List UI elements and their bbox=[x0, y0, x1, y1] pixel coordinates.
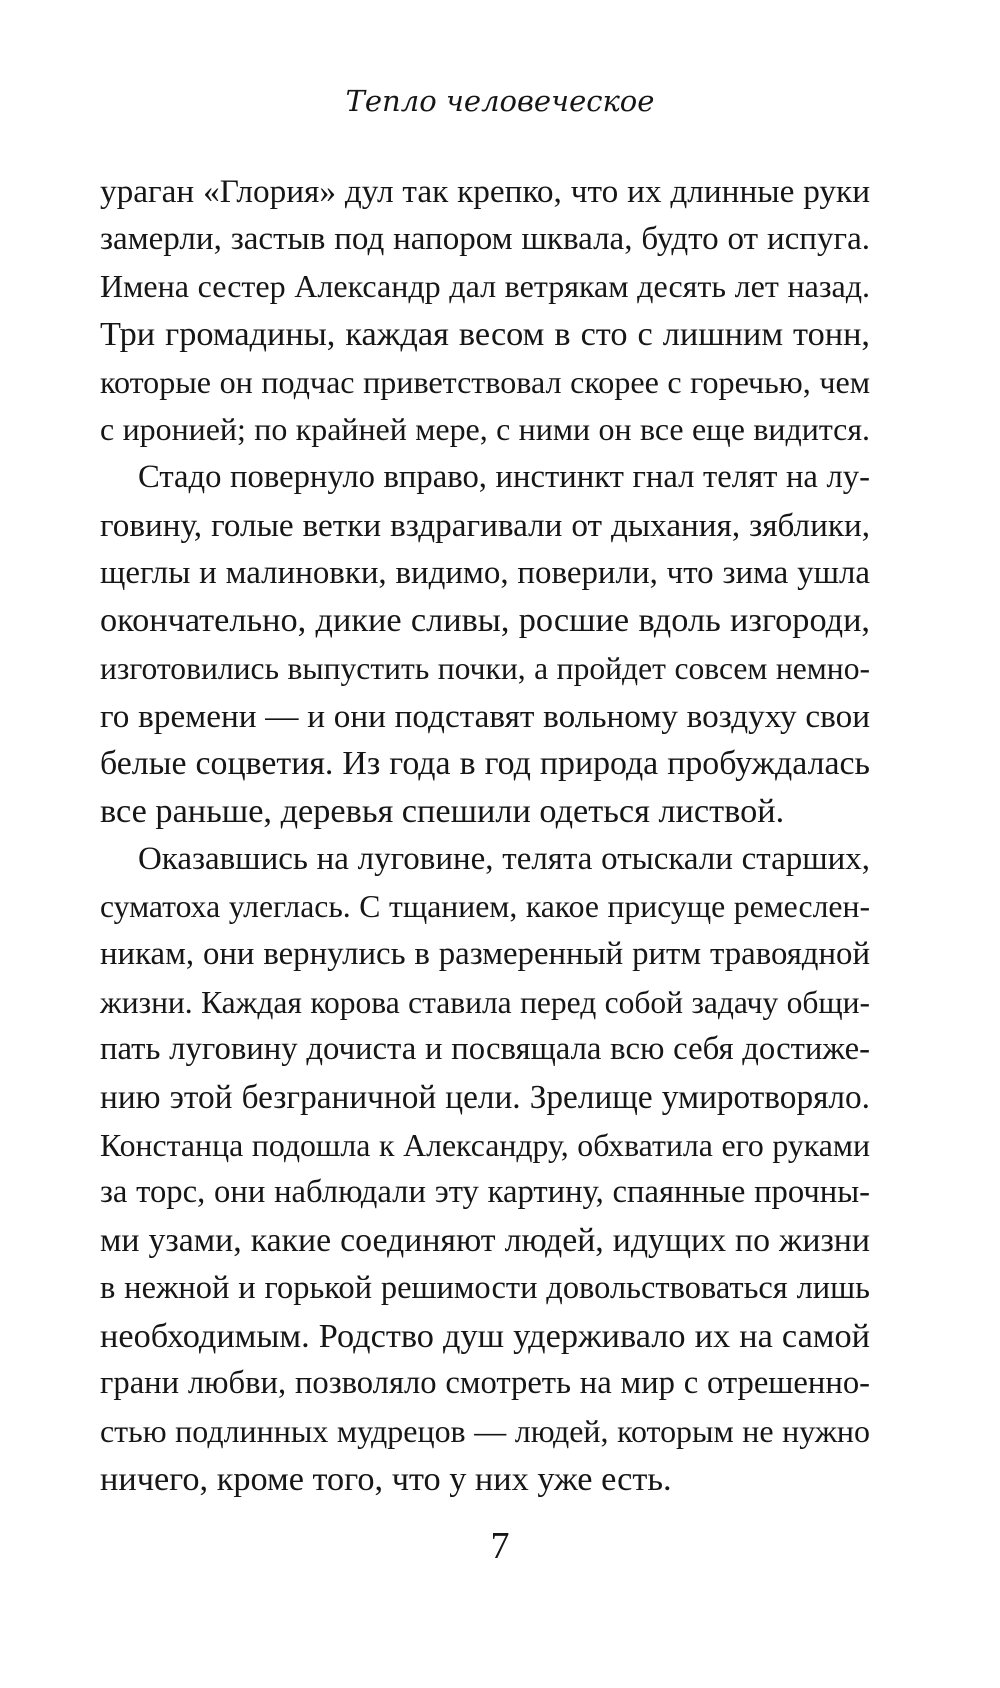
text-line: которые он подчас приветствовал скорее с горечью, чем bbox=[100, 363, 870, 400]
text-line: грани любви, позволяло смотреть на мир с отрешенно- bbox=[100, 1365, 870, 1402]
text-line: говину, голые ветки вздрагивали от дыхания, зяблики, bbox=[100, 506, 870, 544]
text-line: щеглы и малиновки, видимо, поверили, что зима ушла bbox=[100, 554, 870, 591]
text-line: го времени — и они подставят вольному воздуху свои bbox=[100, 697, 870, 735]
text-line: ураган «Глория» дул так крепко, что их длинные руки bbox=[100, 173, 870, 210]
text-line: все раньше, деревья спешили одеться листвой. bbox=[100, 791, 785, 830]
text-line: никам, они вернулись в размеренный ритм травоядной bbox=[100, 936, 870, 972]
text-line: пать луговину дочиста и посвящала всю себя достиже- bbox=[100, 1031, 870, 1068]
text-line: необходимым. Родство душ удерживало их на самой bbox=[100, 1316, 870, 1355]
text-line: Три громадины, каждая весом в сто с лишним тонн, bbox=[100, 315, 870, 354]
text-line: нию этой безграничной цели. Зрелище умиротворяло. bbox=[100, 1079, 870, 1117]
text-line: изготовились выпустить почки, а пройдет совсем немно- bbox=[100, 650, 870, 686]
text-line: с иронией; по крайней мере, с ними он все еще видится. bbox=[100, 412, 870, 448]
page-number: 7 bbox=[490, 1525, 510, 1567]
text-line: стью подлинных мудрецов — людей, которым не нужно bbox=[100, 1413, 870, 1449]
paragraph-2 bbox=[100, 454, 870, 836]
text-line: суматоха улеглась. С тщанием, какое присуще ремеслен- bbox=[100, 889, 870, 925]
running-head: Тепло человеческое bbox=[345, 84, 655, 118]
text-body bbox=[100, 168, 870, 1503]
text-line: Имена сестер Александр дал ветрякам десять лет назад. bbox=[100, 268, 870, 305]
text-line: окончательно, дикие сливы, росшие вдоль изгороди, bbox=[100, 601, 870, 640]
text-line: замерли, застыв под напором шквала, будто от испуга. bbox=[100, 220, 870, 257]
text-line: Стадо повернуло вправо, инстинкт гнал телят на лу- bbox=[138, 459, 870, 496]
text-line: жизни. Каждая корова ставила перед собой задачу общи- bbox=[100, 984, 870, 1020]
text-line: ничего, кроме того, что у них уже есть. bbox=[100, 1459, 672, 1498]
paragraph-1 bbox=[100, 168, 870, 454]
text-line: Оказавшись на луговине, телята отыскали старших, bbox=[138, 840, 870, 877]
text-line: в нежной и горькой решимости довольствоваться лишь bbox=[100, 1269, 870, 1306]
text-line: ми узами, какие соединяют людей, идущих по жизни bbox=[100, 1222, 870, 1260]
text-line: Констанца подошла к Александру, обхватила его руками bbox=[100, 1127, 870, 1163]
text-line: за торс, они наблюдали эту картину, спаянные прочны- bbox=[100, 1174, 870, 1211]
text-line: белые соцветия. Из года в год природа пробуждалась bbox=[100, 745, 870, 783]
paragraph-3 bbox=[100, 836, 870, 1504]
